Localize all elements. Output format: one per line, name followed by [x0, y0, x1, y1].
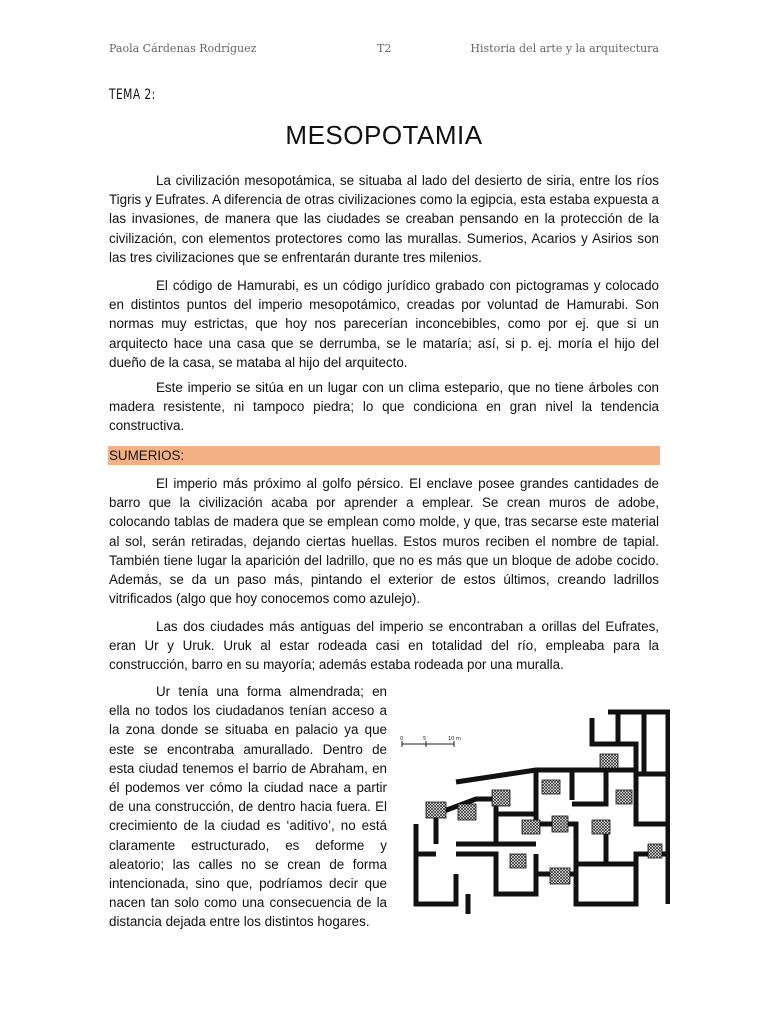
ur-city-plan-image: [396, 704, 670, 916]
paragraph-intro: La civilización mesopotámica, se situaba al lado del desierto de siria, entre los ríos Tigris y Eufrates. A diferencia de otras civilizaciones como la egipcia, esta estaba expuesta a las invasiones, de manera que las ciudades se creaban pensando en la protección de la civilización, con elementos protectores como las murallas. Sumerios, Acarios y Asirios son las tres civilizaciones que se enfrentarán durante tres milenios.: [109, 173, 659, 265]
paragraph-ur: Ur tenía una forma almendrada; en ella no todos los ciudadanos tenían acceso a la zona donde se situaba en palacio ya que este se encontraba amurallado. Dentro de esta ciudad tenemos el barrio de Abraham, en él podemos ver cómo la ciudad nace a partir de una construcción, de dentro hacia fuera. El crecimiento de la ciudad es ‘aditivo’, no está claramente estructurado, es deforme y aleatorio; las calles no se crean de forma intencionada, sino que, podríamos decir que nacen tan solo como una consecuencia de la distancia dejada entre los distintos hogares.: [109, 684, 387, 930]
scale-bar: [400, 736, 461, 747]
scale-label-10: 10 m: [448, 736, 461, 742]
header-course: Historia del arte y la arquitectura: [470, 42, 659, 55]
topic-label: TEMA 2:: [109, 87, 156, 103]
paragraph-hamurabi: El código de Hamurabi, es un código jurídico grabado con pictogramas y colocado en distintos puntos del imperio mesopotámico, creadas por voluntad de Hamurabi. Son normas muy estrictas, que hoy nos parecerían inconcebibles, como por ej. que si un arquitecto hace una casa que se derrumba, se le mataría; así, si p. ej. moría el hijo del dueño de la casa, se mataba al hijo del arquitecto.: [109, 278, 659, 370]
scale-label-0: 0: [400, 736, 404, 742]
section-heading-sumerios: [108, 446, 660, 465]
section-heading-text: SUMERIOS:: [109, 448, 185, 463]
scale-label-5: 5: [423, 736, 427, 742]
page-header: [109, 42, 659, 58]
header-author: Paola Cárdenas Rodríguez: [109, 42, 257, 55]
paragraph-climate: Este imperio se sitúa en un lugar con un clima estepario, que no tiene árboles con madera resistente, ni tampoco piedra; lo que condiciona en gran nivel la tendencia constructiva.: [109, 380, 659, 434]
paragraph-ur-uruk: Las dos ciudades más antiguas del imperio se encontraban a orillas del Eufrates, eran Ur y Uruk. Uruk al estar rodeada casi en totalidad del río, empleaba para la construcción, barro en su mayoría; además estaba rodeada por una muralla.: [109, 619, 659, 673]
header-unit: T2: [377, 42, 392, 55]
paragraph-sumerios: El imperio más próximo al golfo pérsico. El enclave posee grandes cantidades de barro que la civilización acaba por aprender a emplear. Se crean muros de adobe, colocando tablas de madera que se emplean como molde, y que, tras secarse este material al sol, serán retiradas, dejando ciertas huellas. Estos muros reciben el nombre de tapial. También tiene lugar la aparición del ladrillo, que no es más que un bloque de adobe cocido. Además, se da un paso más, pintando el exterior de estos últimos, creando ladrillos vitrificados (algo que hoy conocemos como azulejo).: [109, 476, 659, 607]
page-title: MESOPOTAMIA: [285, 120, 483, 150]
